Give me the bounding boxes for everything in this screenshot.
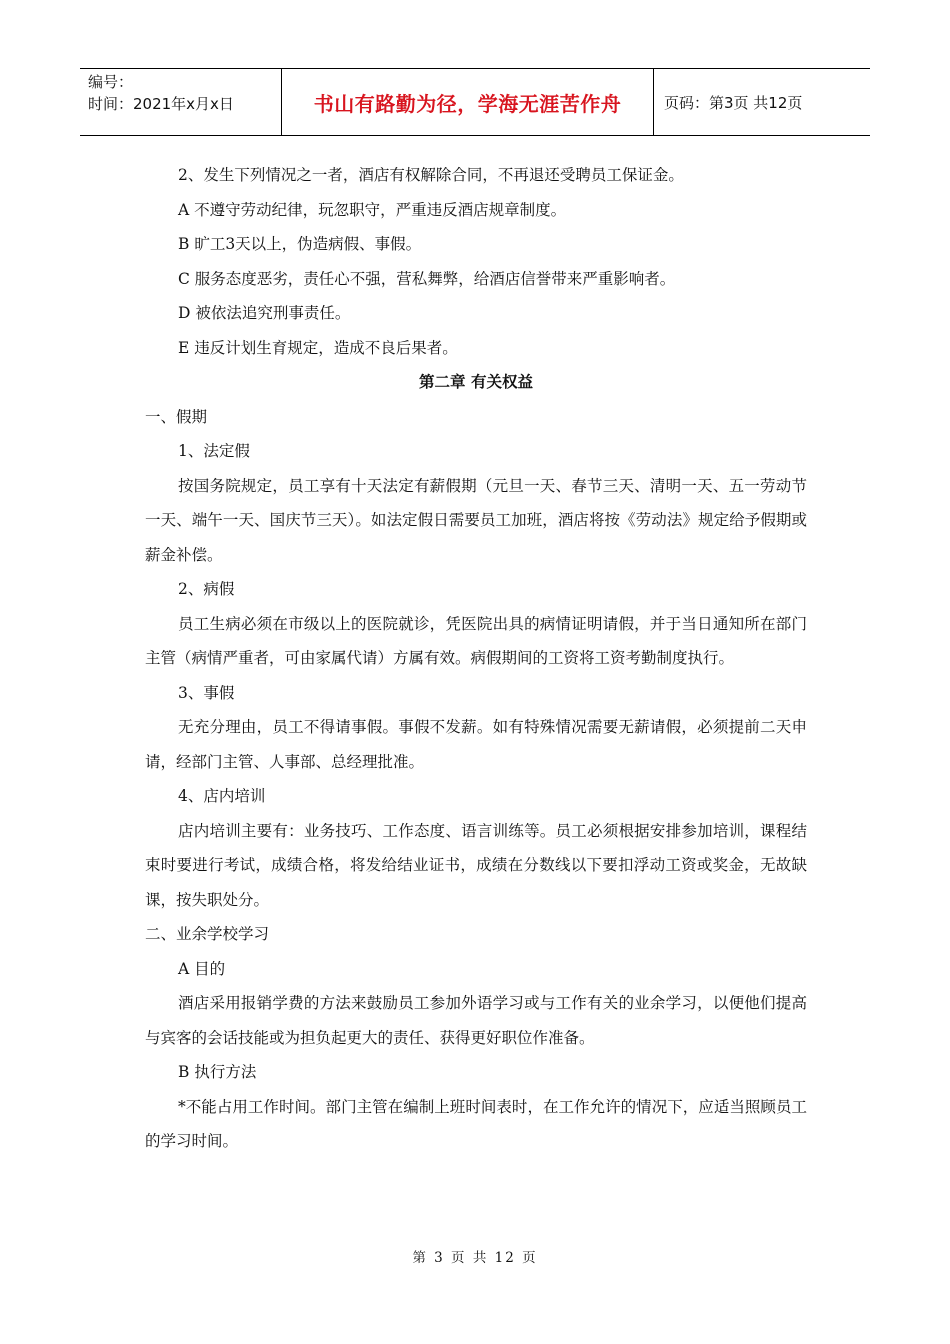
body-paragraph: B 执行方法 [178, 1063, 257, 1081]
chapter-heading: 第二章 有关权益 [419, 373, 533, 391]
body-paragraph: 4、店内培训 [178, 787, 266, 805]
body-paragraph: 无充分理由，员工不得请事假。事假不发薪。如有特殊情况需要无薪请假，必须提前二天申请，经部门主管、人事部、总经理批准。 [145, 718, 807, 771]
body-paragraph: E 违反计划生育规定，造成不良后果者。 [178, 338, 458, 357]
footer-page-number: 第 3 页 共 12 页 [412, 1250, 538, 1266]
body-paragraph: 3、事假 [178, 683, 235, 702]
body-paragraph: 员工生病必须在市级以上的医院就诊，凭医院出具的病情证明请假，并于当日通知所在部门主管（病情严重者，可由家属代请）方属有效。病假期间的工资将工资考勤制度执行。 [145, 614, 807, 667]
motto-text: 书山有路勤为径，学海无涯苦作舟 [313, 91, 622, 116]
header-meta [80, 69, 282, 135]
body-paragraph: 二、业余学校学习 [145, 925, 270, 943]
serial-number-label: 编号： [88, 73, 134, 91]
body-paragraph: C 服务态度恶劣，责任心不强，营私舞弊，给酒店信誉带来严重影响者。 [178, 269, 676, 288]
header-motto-cell [282, 69, 654, 135]
document-body [145, 158, 807, 1159]
body-paragraph: 1、法定假 [178, 442, 250, 460]
body-paragraph: 2、发生下列情况之一者，酒店有权解除合同，不再退还受聘员工保证金。 [178, 166, 684, 184]
page-header [80, 68, 870, 136]
body-paragraph: 店内培训主要有：业务技巧、工作态度、语言训练等。员工必须根据安排参加培训，课程结束时要进行考试，成绩合格，将发给结业证书，成绩在分数线以下要扣浮动工资或奖金，无故缺课，按失职处分。 [145, 821, 807, 909]
body-paragraph: 一、假期 [145, 407, 208, 426]
body-paragraph: B 旷工3天以上，伪造病假、事假。 [178, 235, 422, 253]
date-label: 时间：2021年x月x日 [88, 95, 234, 113]
page-footer [0, 1246, 950, 1266]
body-paragraph: A 目的 [178, 959, 226, 978]
body-paragraph: 酒店采用报销学费的方法来鼓励员工参加外语学习或与工作有关的业余学习，以便他们提高与宾客的会话技能或为担负起更大的责任、获得更好职位作准备。 [145, 994, 807, 1047]
body-paragraph: *不能占用工作时间。部门主管在编制上班时间表时，在工作允许的情况下，应适当照顾员工的学习时间。 [145, 1097, 807, 1150]
body-paragraph: D 被依法追究刑事责任。 [178, 304, 351, 322]
body-paragraph: A 不遵守劳动纪律，玩忽职守，严重违反酒店规章制度。 [178, 200, 567, 219]
page-info-text: 页码：第3页 共12页 [664, 93, 803, 112]
body-paragraph: 按国务院规定，员工享有十天法定有薪假期（元旦一天、春节三天、清明一天、五一劳动节一天、端午一天、国庆节三天）。如法定假日需要员工加班，酒店将按《劳动法》规定给予假期或薪金补偿。 [145, 476, 807, 564]
header-page-info [654, 69, 870, 135]
body-paragraph: 2、病假 [178, 580, 235, 598]
